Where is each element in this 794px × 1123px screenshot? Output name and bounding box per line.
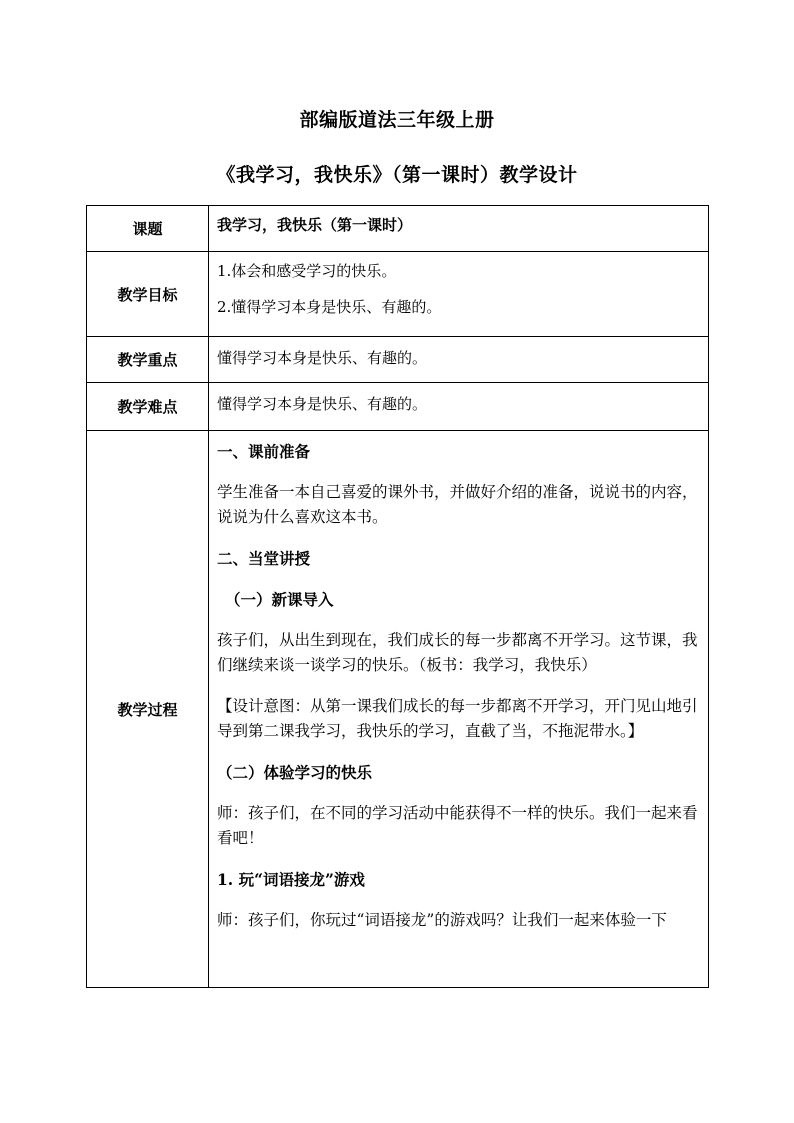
section-heading: 二、当堂讲授 [217,549,311,568]
goal-item: 1.体会和感受学习的快乐。 [217,262,397,280]
value-difficulty: 懂得学习本身是快乐、有趣的。 [209,383,709,431]
label-goals: 教学目标 [87,252,209,337]
lesson-plan-table [86,205,709,988]
row-key-point [87,337,709,383]
row-topic [87,206,709,252]
label-key-point: 教学重点 [87,337,209,383]
lesson-title: 《我学习，我快乐》（第一课时）教学设计 [216,164,578,186]
label-process: 教学过程 [87,431,209,988]
label-topic: 课题 [87,206,209,252]
subsection-heading: （一）新课导入 [225,590,334,609]
design-intent-note: 【设计意图：从第一课我们成长的每一步都离不开学习，开门见山地引导到第二课我学习，我快乐的学习，直截了当，不拖泥带水。】 [217,697,698,740]
page-title: 部编版道法三年级上册 [299,109,495,131]
section-heading: 一、课前准备 [217,442,311,461]
row-process [87,431,709,988]
paragraph: 学生准备一本自己喜爱的课外书，并做好介绍的准备，说说书的内容，说说为什么喜欢这本书。 [217,483,698,526]
subsection-heading: （二）体验学习的快乐 [217,763,373,782]
paragraph: 孩子们，从出生到现在，我们成长的每一步都离不开学习。这节课，我们继续来谈一谈学习的快乐。（板书：我学习，我快乐） [217,631,698,674]
paragraph: 师：孩子们，你玩过“词语接龙”的游戏吗？让我们一起来体验一下 [217,911,667,929]
paragraph: 师：孩子们，在不同的学习活动中能获得不一样的快乐。我们一起来看看吧！ [217,804,698,847]
goal-item: 2.懂得学习本身是快乐、有趣的。 [217,298,442,316]
row-difficulty [87,383,709,431]
row-goals [87,252,709,337]
value-topic: 我学习，我快乐（第一课时） [209,206,709,252]
value-key-point: 懂得学习本身是快乐、有趣的。 [209,337,709,383]
activity-heading: 1. 玩“词语接龙”游戏 [217,870,365,889]
label-difficulty: 教学难点 [87,383,209,431]
